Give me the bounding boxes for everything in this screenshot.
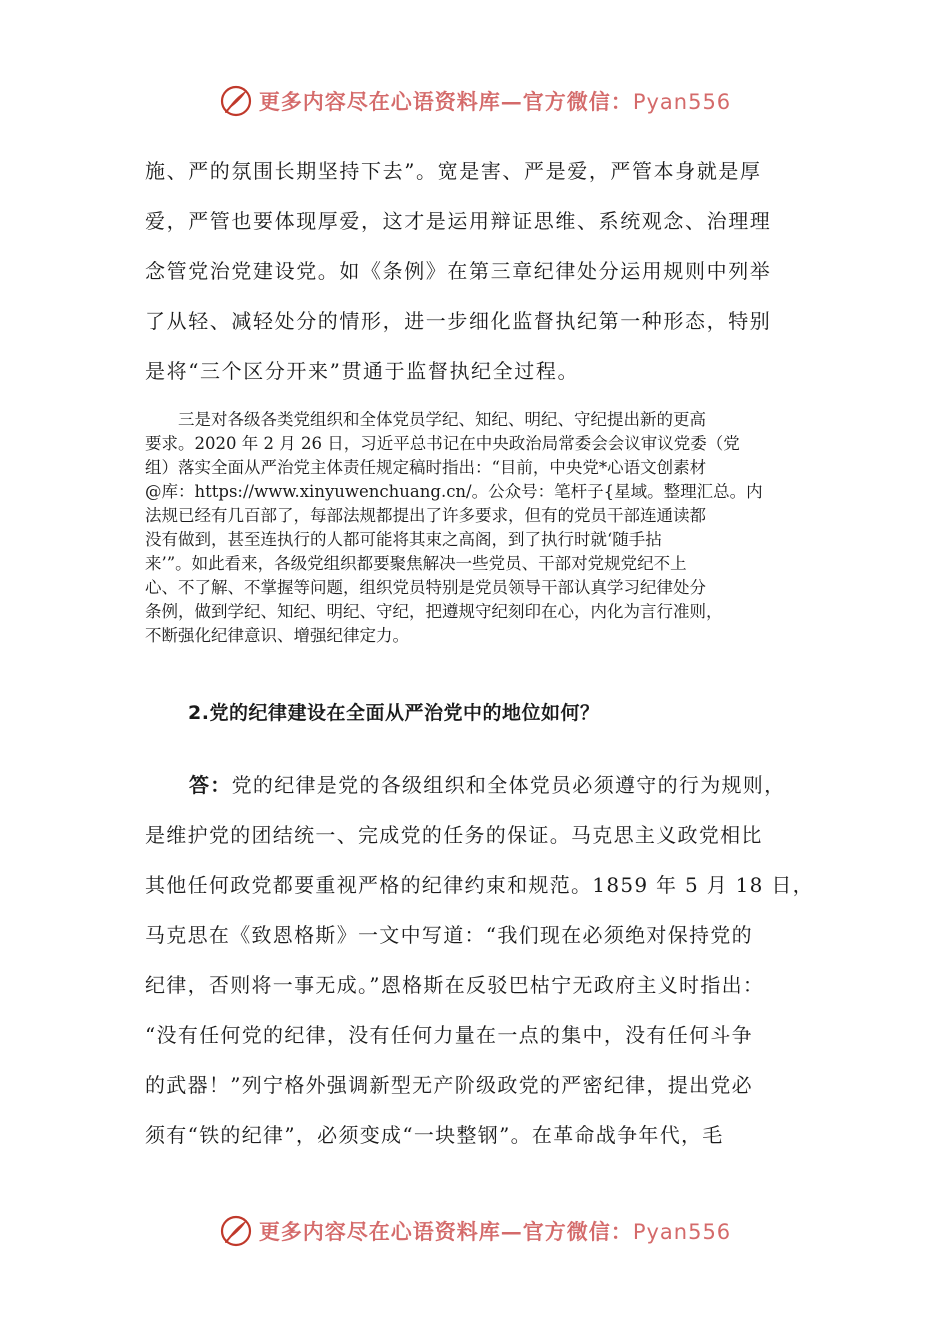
text-line: 三是对各级各类党组织和全体党员学纪、知纪、明纪、守纪提出新的更高 xyxy=(145,410,706,429)
text-line: 施、严的氛围长期坚持下去”。宽是害、严是爱，严管本身就是厚 xyxy=(145,159,762,183)
text-line: 的武器！”列宁格外强调新型无产阶级政党的严密纪律，提出党必 xyxy=(145,1073,753,1097)
text-line: 心、不了解、不掌握等问题，组织党员特别是党员领导干部认真学习纪律处分 xyxy=(145,578,706,597)
quill-logo-icon xyxy=(219,1214,253,1248)
text-line: 要求。2020 年 2 月 26 日，习近平总书记在中央政治局常委会会议审议党委（党 xyxy=(145,434,740,453)
text-line: 条例，做到学纪、知纪、明纪、守纪，把遵规守纪刻印在心，内化为言行准则， xyxy=(145,602,723,621)
text-line: 纪律，否则将一事无成。”恩格斯在反驳巴枯宁无政府主义时指出： xyxy=(145,973,765,997)
text-line: 组）落实全面从严治党主体责任规定稿时指出：“目前，中央党*心语文创素材 xyxy=(145,458,707,477)
banner-slogan: 更多内容尽在心语资料库—官方微信： xyxy=(258,89,633,114)
paragraph-continuation xyxy=(145,146,805,396)
banner-slogan: 更多内容尽在心语资料库—官方微信： xyxy=(258,1219,633,1244)
text-line: 其他任何政党都要重视严格的纪律约束和规范。1859 年 5 月 18 日， xyxy=(145,873,814,897)
text-line: 不断强化纪律意识、增强纪律定力。 xyxy=(145,626,409,645)
text-line: @库：https://www.xinyuwenchuang.cn/。公众号：笔杆子{星域。整理汇总。内 xyxy=(145,482,763,501)
question-heading: 2.党的纪律建设在全面从严治党中的地位如何？ xyxy=(188,702,600,724)
text-line: 法规已经有几百部了，每部法规都提出了许多要求，但有的党员干部连通读都 xyxy=(145,506,706,525)
banner-text xyxy=(259,86,731,116)
answer-label: 答： xyxy=(189,773,232,797)
text-line: 爱，严管也要体现厚爱，这才是运用辩证思维、系统观念、治理理 xyxy=(145,209,772,233)
text-line: 是维护党的团结统一、完成党的任务的保证。马克思主义政党相比 xyxy=(145,823,763,847)
text-line: 是将“三个区分开来”贯通于监督执纪全过程。 xyxy=(145,359,580,383)
banner-wechat-id: Pyan556 xyxy=(632,90,732,114)
footer-banner xyxy=(0,1206,950,1256)
quill-logo-icon xyxy=(219,84,253,118)
banner-wechat-id: Pyan556 xyxy=(632,1220,732,1244)
text-line: 没有做到，甚至连执行的人都可能将其束之高阁，到了执行时就‘随手拈 xyxy=(145,530,662,549)
text-line: 念管党治党建设党。如《条例》在第三章纪律处分运用规则中列举 xyxy=(145,259,772,283)
header-banner xyxy=(0,76,950,126)
answer-paragraph xyxy=(145,760,814,1160)
text-line: 马克思在《致恩格斯》一文中写道：“我们现在必须绝对保持党的 xyxy=(145,923,753,947)
text-line: 来’”。如此看来，各级党组织都要聚焦解决一些党员、干部对党规党纪不上 xyxy=(145,554,687,573)
paragraph-third-point xyxy=(145,408,807,648)
answer-first-line-text: 党的纪律是党的各级组织和全体党员必须遵守的行为规则， xyxy=(231,773,786,797)
text-line: 须有“铁的纪律”，必须变成“一块整钢”。在革命战争年代，毛 xyxy=(145,1123,724,1147)
text-line: 了从轻、减轻处分的情形，进一步细化监督执纪第一种形态，特别 xyxy=(145,309,772,333)
banner-text xyxy=(259,1216,731,1246)
text-line: “没有任何党的纪律，没有任何力量在一点的集中，没有任何斗争 xyxy=(145,1023,753,1047)
answer-first-line xyxy=(145,760,810,810)
